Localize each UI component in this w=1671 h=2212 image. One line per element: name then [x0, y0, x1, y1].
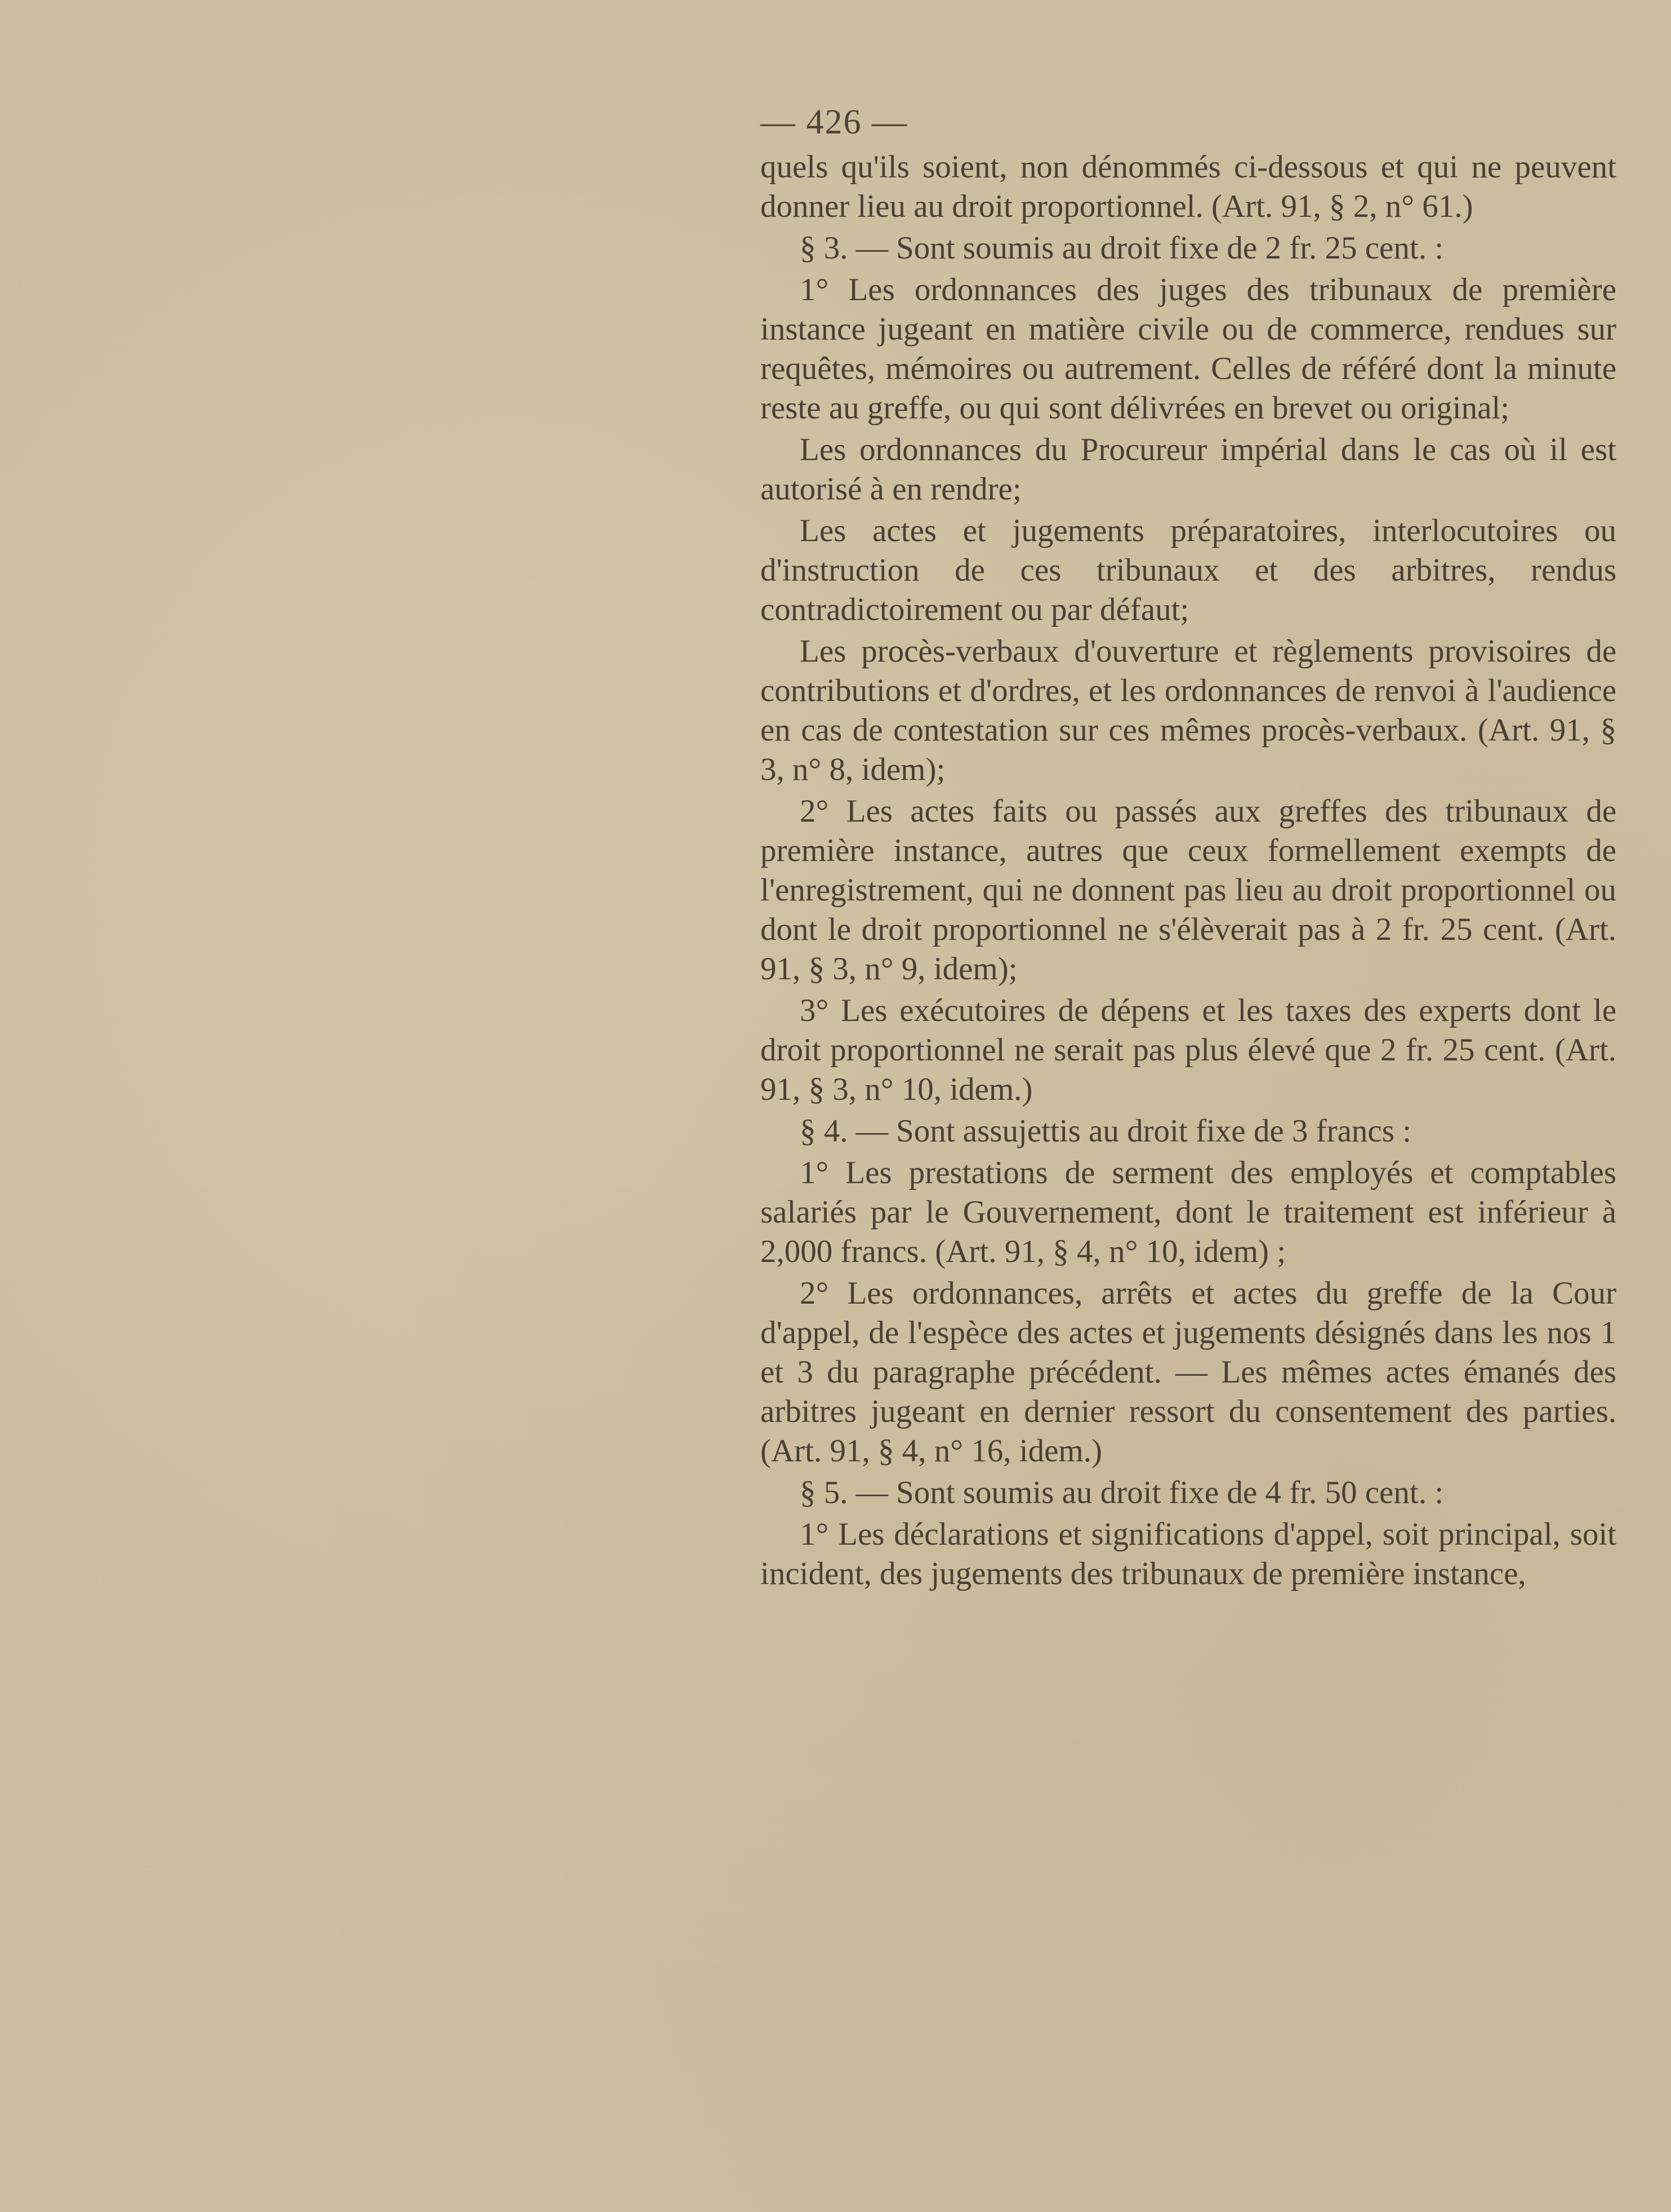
paragraph: 1° Les déclarations et significations d'appel, soit principal, soit incident, des jugements des tribunaux de première instance,	[760, 1517, 1616, 1591]
paragraph: 2° Les ordonnances, arrêts et actes du greffe de la Cour d'appel, de l'espèce des actes et jugements désignés dans les nos 1 et 3 du paragraphe précédent. — Les mêmes actes émanés des arbitres jugeant en dernier ressort du consentement des parties. (Art. 91, § 4, n° 16, idem.)	[760, 1276, 1616, 1469]
paragraph: 2° Les actes faits ou passés aux greffes des tribunaux de première instance, autres que ceux formellement exempts de l'enregistrement, qui ne donnent pas lieu au droit proportionnel ou dont le droit proportionnel ne s'élèverait pas à 2 fr. 25 cent. (Art. 91, § 3, n° 9, idem);	[760, 793, 1616, 987]
paragraph: § 3. — Sont soumis au droit fixe de 2 fr. 25 cent. :	[800, 230, 1444, 266]
paragraph: § 5. — Sont soumis au droit fixe de 4 fr. 50 cent. :	[800, 1475, 1444, 1510]
paragraph: quels qu'ils soient, non dénommés ci-dessous et qui ne peuvent donner lieu au droit proportionnel. (Art. 91, § 2, n° 61.)	[760, 149, 1616, 224]
paragraph: 1° Les ordonnances des juges des tribunaux de première instance jugeant en matière civile ou de commerce, rendues sur requêtes, mémoires ou autrement. Celles de référé dont la minute reste au greffe, ou qui sont délivrées en brevet ou original;	[760, 272, 1616, 426]
paragraph: 3° Les exécutoires de dépens et les taxes des experts dont le droit proportionnel ne serait pas plus élevé que 2 fr. 25 cent. (Art. 91, § 3, n° 10, idem.)	[760, 993, 1616, 1107]
body-text	[760, 148, 1616, 1596]
paragraph: Les actes et jugements préparatoires, interlocutoires ou d'instruction de ces tribunaux et des arbitres, rendus contradictoirement ou par défaut;	[760, 513, 1616, 627]
paragraph: Les procès-verbaux d'ouverture et règlements provisoires de contributions et d'ordres, et les ordonnances de renvoi à l'audience en cas de contestation sur ces mêmes procès-verbaux. (Art. 91, § 3, n° 8, idem);	[760, 634, 1616, 787]
paragraph: 1° Les prestations de serment des employés et comptables salariés par le Gouvernement, dont le traitement est inférieur à 2,000 francs. (Art. 91, § 4, n° 10, idem) ;	[760, 1155, 1616, 1269]
page-number: — 426 —	[760, 103, 908, 141]
paragraph: § 4. — Sont assujettis au droit fixe de 3 francs :	[800, 1113, 1411, 1149]
paragraph: Les ordonnances du Procureur impérial dans le cas où il est autorisé à en rendre;	[760, 432, 1616, 507]
